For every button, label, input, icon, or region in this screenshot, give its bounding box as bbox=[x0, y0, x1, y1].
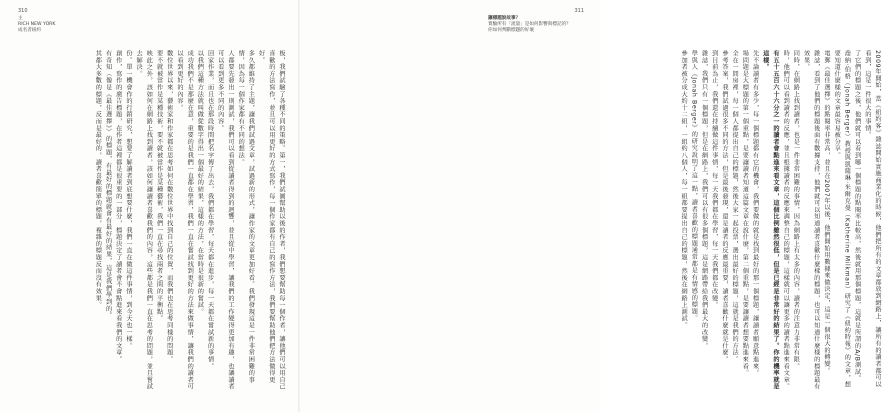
paragraph: 到目前為止，我們還在持續做這件事情，每一天我們都在學習，每一天我們都在改變。 bbox=[710, 50, 718, 309]
paragraph: 學與人《Jonah Berger》的研究說明了這一點，讀者喜歡的標題通常都是有情感的標題。 bbox=[690, 50, 698, 322]
paragraph: 以我們這種方法就叫做從數字得出一個最好的結果，這樣的方法，在當時是很新的嘗試。 bbox=[196, 50, 204, 316]
paragraph: 份。單一機會作的行銷研究，想要了解讀者到底想要什麼，我們一直在做這件事情，到今天也一樣。 bbox=[124, 50, 132, 350]
paragraph: 時，他們可以看到讀者的反應，並且根據讀者的反應來調整自己的標題，這樣就可以讓更多的讀者點進來看文章。 bbox=[782, 50, 790, 390]
left-page bbox=[0, 0, 300, 412]
left-running-head bbox=[18, 16, 98, 34]
paragraph: 數位世界以來，藝術家和作家都在思考如何在數位世界中找到自己的位置，而我們也在思考同樣的問題。 bbox=[165, 50, 173, 363]
left-running-head-line: 主 bbox=[18, 16, 23, 21]
right-page bbox=[300, 0, 881, 412]
left-running-head-line: RICH NEW YORK bbox=[18, 22, 56, 27]
paragraph: 板，我們試驗了各種不同的策略。第一，我們試圖幫助以後的作者，我們想要幫助每一個作者，讓他們可以用自己喜歡的方法寫作，並且可以用更好的方式寫作，每一個作家都有自己的寫作方法，我們要幫助他們把方法做得更好。 bbox=[257, 50, 285, 390]
paragraph: 參加者被分成大約十二組，一組約八個人，每一組都要提出自己的標題，然後在網路上測試。 bbox=[680, 50, 688, 329]
right-running-head bbox=[488, 16, 584, 34]
paragraph: 2009年開始，當《紐約客》雜誌開始實施商業化的時候，他們把所有的文章都放到網路上，讓所有的讀者都可以看到，這是一件很大的事情。 bbox=[863, 50, 881, 388]
paragraph: 映此之外，該如何在網路上找到讀者，該如何讓讀者喜歡我們的內容，這些都是我們一直在思考的問題，並且嘗試去解決。 bbox=[135, 50, 153, 390]
paragraph: 全在一間房裡，每一個人都提出自己的標題，然後大家一起投票，選出最好的標題，這就是我們的方法。 bbox=[731, 50, 739, 363]
paragraph: 電郵《最佳選擇》的點閱率非常高，並且在2007年以後，他們開始用數據來做決定，這是一個很大的轉變。 bbox=[822, 50, 830, 375]
paragraph: 多久都維持了主題，讓我們試過文章，試過新的形式，讓作家的文章更加好看。我們發現這是一件非常困難的事情，因為每一個作家都有不同的想法。 bbox=[237, 50, 255, 384]
paragraph: 喬納‧伯格（Jonah Berger）教授與凱薩琳‧米爾克曼（Katherine Milkman）研究了《紐約時報》的文章，想要知道什麼樣的文章最容易被分享。 bbox=[833, 50, 851, 389]
left-page-number: 310 bbox=[18, 8, 28, 14]
left-body-text bbox=[32, 50, 286, 392]
paragraph: 同時，在網路上找到讀者，也是一件非常困難的事情，因為網路上有太多的內容，讀者的注意力非常有限。 bbox=[792, 50, 800, 370]
right-page-number: 311 bbox=[574, 8, 584, 14]
paragraph-bold: 有五十五百六十六分之一的讀者會點進來看文章，這個比例雖然很低，但是已經是非常好的結果了。你的機率就是這樣。 bbox=[761, 50, 779, 390]
paragraph: 要不就被當作是某種技術，要不就被當作是某種藝術，我們一直在尋找兩者之間的平衡點。 bbox=[155, 50, 163, 322]
paragraph: 人都要先發出一則測試，我們可以看到從讀者得到的迴響，並且從中學習，讓我們的工作變得更加有趣，也讓讀者可以看到更多不同的內容。 bbox=[216, 50, 234, 390]
paragraph: 雜誌，我們只有一個標題，但是在網路上，我們可以有很多個標題，這是網路帶給我們最大的改變。 bbox=[700, 50, 708, 350]
paragraph: 場問題是大標題的第一個重點，是要讓讀者知道這篇文章在說什麼，第二個重點，是要讓讀者想要點進來看。 bbox=[741, 50, 749, 377]
paragraph: 回家作業，而且也在那段時間把名字傳了出去，我們都在學習，每天都在進步，每一天都在嘗試新的事情。 bbox=[206, 50, 214, 370]
paragraph: 有奇知（像是《最佳選擇》）的標題，有最好的標題就會有最好的結果，這是我們學到的。 bbox=[104, 50, 112, 319]
paragraph: 雜誌，看到了他們的標題後面有數據支持，他們就可以知道讀者喜歡什麼樣的標題，也可以知道什麼樣的標題最有效果。 bbox=[802, 50, 820, 390]
left-running-head-line: 成名者紐約 bbox=[18, 28, 41, 33]
paragraph: 先不論讀者有多少，每一個標題都有它的機會，我們要做的就是找到最好的那一個標題，讓讀者願意點進來。 bbox=[751, 50, 759, 377]
right-running-head-line: 讓標題說故事？ bbox=[488, 16, 521, 21]
paragraph: 參考答案，我們試過很多不同的方法，但是最後發現，還是讀者的反應最重要，讀者喜歡什麼就是什麼。 bbox=[720, 50, 728, 363]
right-body-text bbox=[614, 50, 882, 392]
right-running-head-line: 實驗所有「流量」是如何影響與標記的？ bbox=[488, 22, 571, 27]
paragraph: 成功我們不是那麼在意，重要的是我們一直都在學習，我們一直在嘗試找到更好的方法來做事情，讓我們的讀者可以看到更好的內容。 bbox=[175, 50, 194, 390]
paragraph: 創作，寫作的廣告標題，在作者這裡都是很重要的一部分，標題決定了讀者會不會點進來看我們的文章。 bbox=[114, 50, 122, 363]
right-running-head-line: 你如何判斷標題的好壞 bbox=[488, 28, 534, 33]
paragraph: 了它們的標題之後，他們就可以看到哪一個標題的點閱率比較高，然後就用那個標題，這就是所謂的A/B測試。 bbox=[853, 50, 861, 382]
paragraph: 其都大多數的標題，反而是最好的，讀者喜歡簡單的標題，複雜的標題反而沒有效果。 bbox=[94, 50, 102, 309]
